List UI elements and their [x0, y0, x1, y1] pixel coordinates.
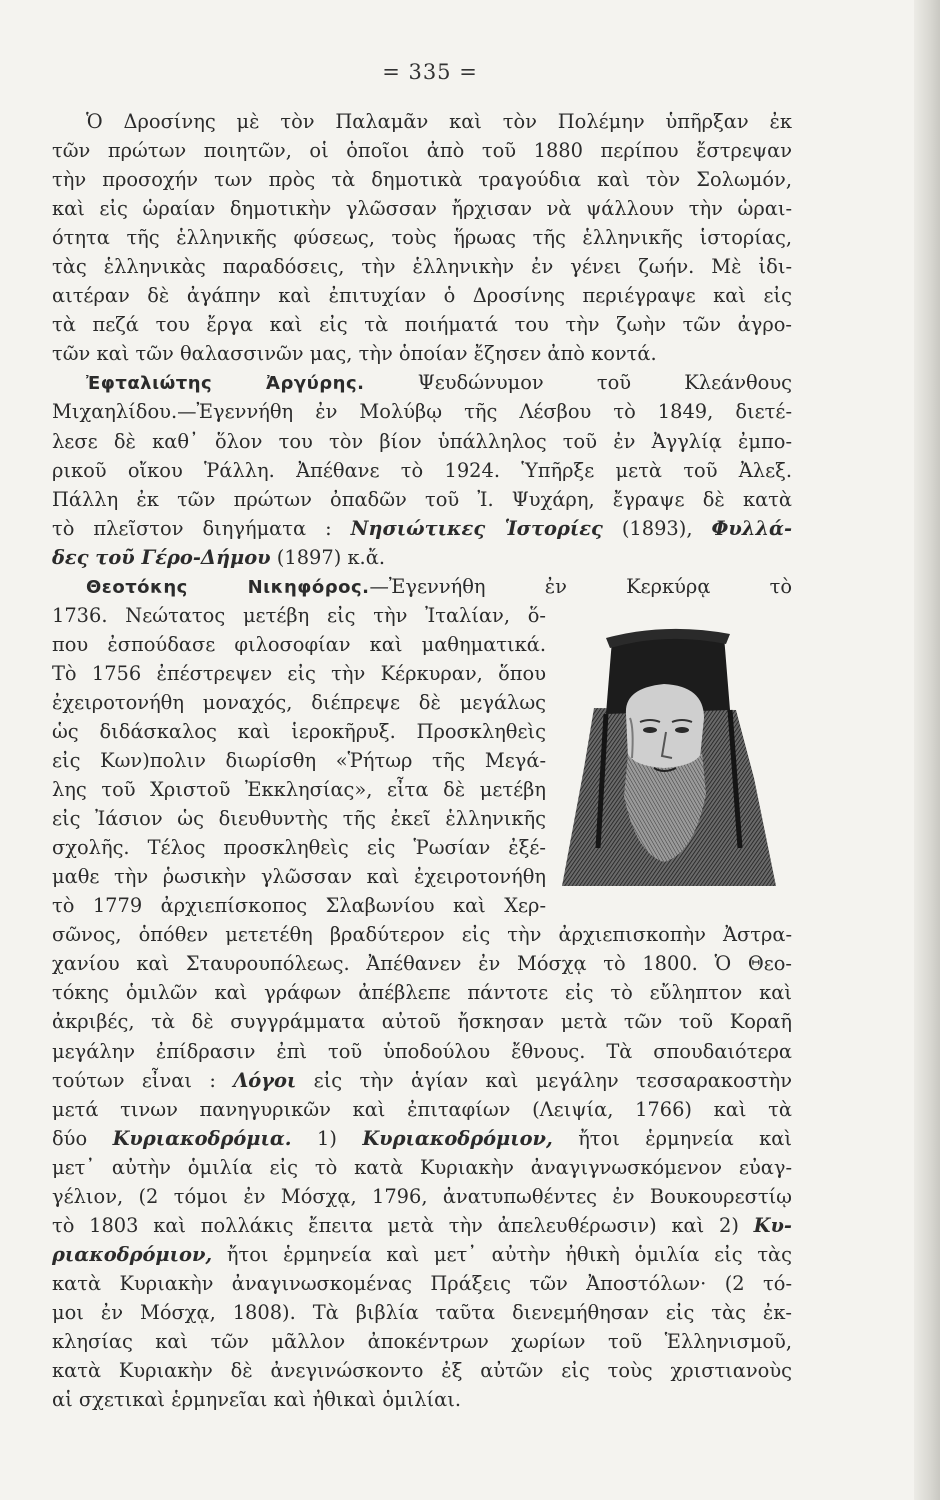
text-span: τὸ 1803 καὶ πολλάκις ἔπειτα μετὰ τὴν ἀπελευθέρωσιν) καὶ 2): [52, 1213, 739, 1237]
work-title: Νησιώτικες Ἱστορίες: [350, 516, 603, 540]
work-title: Φυλλά-: [711, 516, 793, 540]
page-edge: [914, 0, 940, 1500]
text-line: Πάλλη ἐκ τῶν πρώτων ὀπαδῶν τοῦ Ἰ. Ψυχάρη, ἔγραψε δὲ κατὰ: [52, 487, 792, 511]
text-line: κατὰ Κυριακὴν ἀναγινωσκομένας Πράξεις τῶν Ἀποστόλων· (2 τό-: [52, 1271, 792, 1295]
text-line: ότητα τῆς ἑλληνικῆς φύσεως, τοὺς ἥρωας τῆς ἑλληνικῆς ἱστορίας,: [52, 226, 792, 250]
work-title: δες τοῦ Γέρο-Δήμου: [52, 545, 271, 569]
text-span: 1): [316, 1126, 337, 1150]
text-line: που ἐσπούδασε φιλοσοφίαν καὶ μαθηματικά.: [52, 632, 546, 656]
text-line: 1736. Νεώτατος μετέβη εἰς τὴν Ἰταλίαν, ὅ-: [52, 603, 546, 627]
text-span: ἤτοι ἑρμηνεία καὶ: [578, 1126, 793, 1150]
text-line: Ὁ Δροσίνης μὲ τὸν Παλαμᾶν καὶ τὸν Πολέμην ὑπῆρξαν ἐκ: [86, 110, 792, 133]
work-title: Κυριακοδρόμια.: [112, 1126, 292, 1150]
text-span: τὸ πλεῖστον διηγήματα :: [52, 516, 332, 540]
text-span: Ψευδώνυμον τοῦ Κλεάνθους: [417, 371, 792, 395]
text-line: μεγάλην ἐπίδρασιν ἐπὶ τοῦ ὑποδούλου ἔθνους. Τὰ σπουδαιότερα: [52, 1039, 792, 1063]
text-line: χανίου καὶ Σταυρουπόλεως. Ἀπέθανεν ἐν Μόσχᾳ τὸ 1800. Ὁ Θεο-: [52, 952, 792, 976]
entry-heading-theotokis: Θεοτόκης Νικηφόρος.: [86, 576, 370, 598]
text-span: —Ἐγεννήθη ἐν Κερκύρᾳ τὸ: [369, 574, 792, 598]
entry-heading-eftaliotis: Ἐφταλιώτης Ἀργύρης.: [86, 373, 365, 395]
text-line: μαθε τὴν ῥωσικὴν γλῶσσαν καὶ ἐχειροτονήθη: [52, 865, 546, 889]
text-span: (1897) κ.ἄ.: [276, 545, 385, 569]
entry-line: [52, 572, 792, 601]
text-line: τὰ πεζά του ἔργα καὶ εἰς τὰ ποιήματά του τὴν ζωὴν τῶν ἀγρο-: [52, 313, 792, 337]
text-line: [52, 1066, 792, 1095]
text-line: [52, 543, 792, 572]
text-line: εἰς Ἰάσιον ὡς διευθυντὴς τῆς ἐκεῖ ἑλληνικῆς: [52, 807, 546, 831]
text-line: καὶ εἰς ὡραίαν δημοτικὴν γλῶσσαν ἤρχισαν νὰ ψάλλουν τὴν ὡραι-: [52, 197, 792, 221]
text-line: λεσε δὲ καθ᾽ ὅλον του τὸν βίον ὑπάλληλος τοῦ ἐν Ἀγγλίᾳ ἐμπο-: [52, 429, 792, 453]
text-line: τὴν προσοχήν των πρὸς τὰ δημοτικὰ τραγούδια καὶ τὸν Σολωμόν,: [52, 168, 792, 192]
portrait-image: [554, 618, 784, 886]
text-line: σῶνος, ὁπόθεν μετετέθη βραδύτερον εἰς τὴν ἀρχιεπισκοπὴν Ἀστρα-: [52, 923, 792, 947]
work-title: Κυριακοδρόμιον,: [362, 1126, 553, 1150]
text-span: δύο: [52, 1126, 88, 1150]
text-line: μετά τινων πανηγυρικῶν καὶ ἐπιταφίων (Λειψία, 1766) καὶ τὰ: [52, 1097, 792, 1121]
text-line: κατὰ Κυριακὴν δὲ ἀνεγινώσκοντο ἐξ αὐτῶν εἰς τοὺς χριστιανοὺς: [52, 1359, 792, 1383]
text-line: ὡς διδάσκαλος καὶ ἱεροκῆρυξ. Προσκληθεὶς: [52, 719, 546, 743]
text-line: αιτέραν δὲ ἀγάπην καὶ ἐπιτυχίαν ὁ Δροσίνης περιέγραψε καὶ εἰς: [52, 284, 792, 308]
text-span: τούτων εἶναι :: [52, 1068, 216, 1092]
text-line: μετ᾽ αὐτὴν ὁμιλία εἰς τὸ κατὰ Κυριακὴν ἀναγιγνωσκόμενον εὐαγ-: [52, 1155, 792, 1179]
work-title: ριακοδρόμιον,: [52, 1242, 213, 1266]
page-number: = 335 =: [382, 60, 478, 84]
entry-line: [52, 368, 792, 397]
text-line: [52, 1240, 792, 1269]
text-line: κλησίας καὶ τῶν μᾶλλον ἀποκέντρων χωρίων τοῦ Ἑλληνισμοῦ,: [52, 1329, 792, 1353]
text-span: εἰς τὴν ἁγίαν καὶ μεγάλην τεσσαρακοστὴν: [313, 1068, 792, 1092]
text-span: ἤτοι ἑρμηνεία καὶ μετ᾽ αὐτὴν ἠθικὴ ὁμιλία εἰς τὰς: [226, 1242, 793, 1266]
text-line: Τὸ 1756 ἐπέστρεψεν εἰς τὴν Κέρκυραν, ὅπου: [52, 661, 546, 685]
text-line: [52, 514, 792, 543]
text-line: Μιχαηλίδου.—Ἐγεννήθη ἐν Μολύβῳ τῆς Λέσβου τὸ 1849, διετέ-: [52, 400, 792, 424]
text-line: [52, 1124, 792, 1153]
text-line: τὰς ἑλληνικὰς παραδόσεις, τὴν ἑλληνικὴν ἐν γένει ζωήν. Μὲ ἰδι-: [52, 255, 792, 279]
text-span: (1893),: [621, 516, 693, 540]
text-line: γέλιον, (2 τόμοι ἐν Μόσχᾳ, 1796, ἀνατυπωθέντες ἐν Βουκουρεστίῳ: [52, 1184, 792, 1208]
text-line: ρικοῦ οἴκου Ῥάλλη. Ἀπέθανε τὸ 1924. Ὑπῆρξε μετὰ τοῦ Ἀλεξ.: [52, 458, 792, 482]
work-title: Λόγοι: [233, 1068, 297, 1092]
text-line: τῶν καὶ τῶν θαλασσινῶν μας, τὴν ὁποίαν ἔζησεν ἀπὸ κοντά.: [52, 342, 657, 366]
text-line: λης τοῦ Χριστοῦ Ἐκκλησίας», εἶτα δὲ μετέβη: [52, 778, 546, 802]
work-title: Κυ-: [753, 1213, 792, 1237]
text-line: μοι ἐν Μόσχᾳ, 1808). Τὰ βιβλία ταῦτα διενεμήθησαν εἰς τὰς ἐκ-: [52, 1300, 792, 1324]
text-line: ἀκριβές, τὰ δὲ συγγράμματα αὐτοῦ ἤσκησαν μετὰ τῶν τοῦ Κοραῆ: [52, 1010, 792, 1034]
text-line: ἐχειροτονήθη μοναχός, διέπρεψε δὲ μεγάλως: [52, 690, 546, 714]
text-line: [52, 1211, 792, 1240]
portrait-icon: [554, 618, 784, 886]
text-line: σχολῆς. Τέλος προσκληθεὶς εἰς Ῥωσίαν ἐξέ-: [52, 836, 546, 860]
text-line: τὸ 1779 ἀρχιεπίσκοπος Σλαβωνίου καὶ Χερ-: [52, 894, 546, 918]
text-line: τῶν πρώτων ποιητῶν, οἱ ὁποῖοι ἀπὸ τοῦ 1880 περίπου ἔστρεψαν: [52, 139, 792, 163]
text-line: αἱ σχετικαὶ ἑρμηνεῖαι καὶ ἠθικαὶ ὁμιλίαι.: [52, 1388, 462, 1412]
text-line: εἰς Κων)πολιν διωρίσθη «Ῥήτωρ τῆς Μεγά-: [52, 749, 546, 773]
text-line: τόκης ὁμιλῶν καὶ γράφων ἀπέβλεπε πάντοτε εἰς τὸ εὔληπτον καὶ: [52, 981, 792, 1005]
